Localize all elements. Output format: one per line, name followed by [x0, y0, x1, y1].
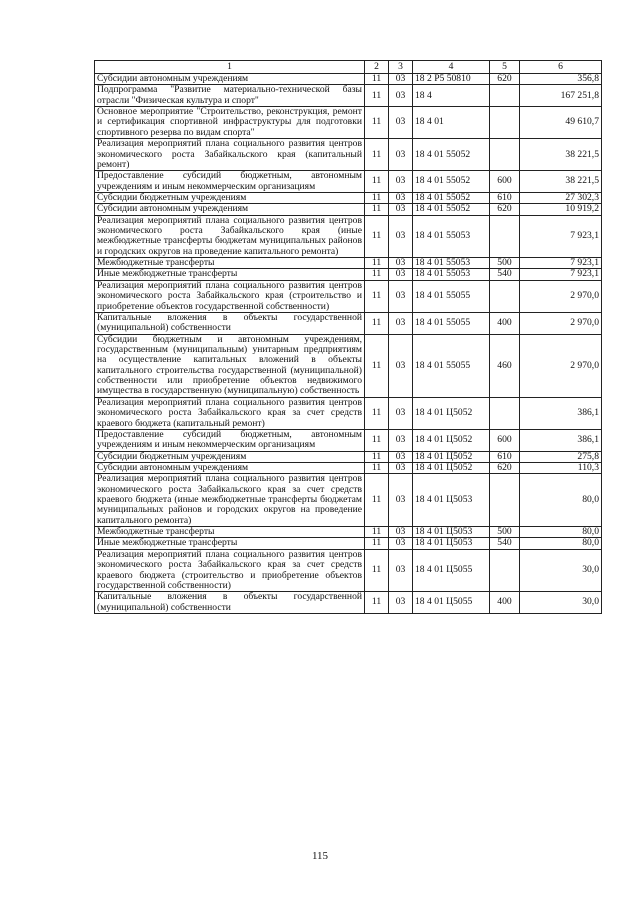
row-subsection-cell: 03 — [389, 549, 413, 591]
row-target-code-cell: 18 4 — [413, 85, 490, 107]
row-expense-type-cell — [490, 549, 520, 591]
table-row — [95, 334, 602, 397]
column-header-2: 2 — [365, 61, 389, 74]
row-section-cell: 11 — [365, 527, 389, 538]
row-target-code-cell: 18 4 01 55055 — [413, 280, 490, 312]
row-name-cell: Предоставление субсидий бюджетным, автономным учреждениям и иным некоммерческим организациям — [95, 429, 365, 451]
row-amount-cell: 38 221,5 — [520, 139, 602, 171]
row-section-cell: 11 — [365, 139, 389, 171]
row-section-cell: 11 — [365, 74, 389, 85]
row-section-cell: 11 — [365, 280, 389, 312]
row-section-cell: 11 — [365, 85, 389, 107]
table-row — [95, 429, 602, 451]
row-subsection-cell: 03 — [389, 107, 413, 139]
row-amount-cell: 2 970,0 — [520, 312, 602, 334]
row-amount-cell: 7 923,1 — [520, 258, 602, 269]
row-subsection-cell: 03 — [389, 258, 413, 269]
page-number: 115 — [311, 850, 329, 862]
row-expense-type-cell — [490, 107, 520, 139]
row-subsection-cell: 03 — [389, 334, 413, 397]
table-row — [95, 549, 602, 591]
row-section-cell: 11 — [365, 397, 389, 429]
row-target-code-cell: 18 4 01 55052 — [413, 204, 490, 215]
row-subsection-cell: 03 — [389, 269, 413, 280]
row-subsection-cell: 03 — [389, 538, 413, 549]
row-target-code-cell: 18 2 P5 50810 — [413, 74, 490, 85]
row-name-cell: Реализация мероприятий плана социального развития центров экономического роста Забайкальского края за счет средств краевого бюджета (иные межбюджетные трансферты бюджетам муниципальных районов и городских округов на проведение капитального ремонта) — [95, 474, 365, 527]
row-expense-type-cell: 620 — [490, 462, 520, 473]
row-expense-type-cell — [490, 139, 520, 171]
row-amount-cell: 30,0 — [520, 549, 602, 591]
row-amount-cell: 49 610,7 — [520, 107, 602, 139]
row-expense-type-cell: 610 — [490, 451, 520, 462]
row-target-code-cell: 18 4 01 Ц5053 — [413, 538, 490, 549]
row-subsection-cell: 03 — [389, 592, 413, 614]
table-row — [95, 280, 602, 312]
column-header-4: 4 — [413, 61, 490, 74]
row-expense-type-cell: 540 — [490, 538, 520, 549]
row-name-cell: Предоставление субсидий бюджетным, автономным учреждениям и иным некоммерческим организациям — [95, 171, 365, 193]
row-amount-cell: 27 302,3 — [520, 192, 602, 203]
row-expense-type-cell: 500 — [490, 527, 520, 538]
row-section-cell: 11 — [365, 204, 389, 215]
row-amount-cell: 7 923,1 — [520, 269, 602, 280]
row-amount-cell: 2 970,0 — [520, 334, 602, 397]
table-row — [95, 474, 602, 527]
row-target-code-cell: 18 4 01 55052 — [413, 139, 490, 171]
row-subsection-cell: 03 — [389, 462, 413, 473]
row-target-code-cell: 18 4 01 55055 — [413, 334, 490, 397]
row-section-cell: 11 — [365, 312, 389, 334]
row-name-cell: Реализация мероприятий плана социального развития центров экономического роста Забайкальского края (строительство и приобретение объектов государственной собственности) — [95, 280, 365, 312]
row-expense-type-cell — [490, 280, 520, 312]
row-section-cell: 11 — [365, 538, 389, 549]
table-row — [95, 74, 602, 85]
row-amount-cell: 386,1 — [520, 397, 602, 429]
row-section-cell: 11 — [365, 429, 389, 451]
table-row — [95, 527, 602, 538]
table-row — [95, 269, 602, 280]
row-target-code-cell: 18 4 01 Ц5052 — [413, 462, 490, 473]
row-section-cell: 11 — [365, 549, 389, 591]
row-name-cell: Субсидии бюджетным учреждениям — [95, 192, 365, 203]
row-amount-cell: 275,8 — [520, 451, 602, 462]
row-name-cell: Субсидии автономным учреждениям — [95, 74, 365, 85]
row-target-code-cell: 18 4 01 Ц5055 — [413, 592, 490, 614]
row-name-cell: Капитальные вложения в объекты государственной (муниципальной) собственности — [95, 592, 365, 614]
row-target-code-cell: 18 4 01 55055 — [413, 312, 490, 334]
row-name-cell: Реализация мероприятий плана социального развития центров экономического роста Забайкальского края (иные межбюджетные трансферты бюджетам муниципальных районов и городских округов на проведение капитального ремонта) — [95, 215, 365, 257]
row-section-cell: 11 — [365, 107, 389, 139]
column-header-1: 1 — [95, 61, 365, 74]
row-amount-cell: 80,0 — [520, 538, 602, 549]
row-subsection-cell: 03 — [389, 451, 413, 462]
row-target-code-cell: 18 4 01 55053 — [413, 215, 490, 257]
row-target-code-cell: 18 4 01 Ц5052 — [413, 429, 490, 451]
row-expense-type-cell: 600 — [490, 171, 520, 193]
row-subsection-cell: 03 — [389, 171, 413, 193]
budget-table — [94, 60, 602, 614]
table-row — [95, 204, 602, 215]
row-expense-type-cell: 400 — [490, 312, 520, 334]
row-target-code-cell: 18 4 01 Ц5055 — [413, 549, 490, 591]
row-name-cell: Иные межбюджетные трансферты — [95, 269, 365, 280]
table-row — [95, 451, 602, 462]
header-row — [95, 61, 602, 74]
row-subsection-cell: 03 — [389, 280, 413, 312]
table-row — [95, 538, 602, 549]
row-expense-type-cell: 540 — [490, 269, 520, 280]
row-subsection-cell: 03 — [389, 527, 413, 538]
row-subsection-cell: 03 — [389, 397, 413, 429]
row-expense-type-cell: 620 — [490, 74, 520, 85]
row-subsection-cell: 03 — [389, 85, 413, 107]
row-amount-cell: 167 251,8 — [520, 85, 602, 107]
row-name-cell: Межбюджетные трансферты — [95, 527, 365, 538]
row-subsection-cell: 03 — [389, 204, 413, 215]
row-name-cell: Субсидии автономным учреждениям — [95, 204, 365, 215]
row-target-code-cell: 18 4 01 55053 — [413, 258, 490, 269]
row-target-code-cell: 18 4 01 Ц5052 — [413, 397, 490, 429]
table-row — [95, 592, 602, 614]
row-name-cell: Основное мероприятие "Строительство, реконструкция, ремонт и сертификация спортивной инфраструктуры для подготовки спортивного резерва по видам спорта" — [95, 107, 365, 139]
row-expense-type-cell: 600 — [490, 429, 520, 451]
row-target-code-cell: 18 4 01 55052 — [413, 192, 490, 203]
row-expense-type-cell — [490, 397, 520, 429]
table-row — [95, 258, 602, 269]
table-row — [95, 462, 602, 473]
row-subsection-cell: 03 — [389, 74, 413, 85]
row-expense-type-cell: 460 — [490, 334, 520, 397]
row-name-cell: Реализация мероприятий плана социального развития центров экономического роста Забайкальского края (капитальный ремонт) — [95, 139, 365, 171]
row-amount-cell: 38 221,5 — [520, 171, 602, 193]
row-amount-cell: 30,0 — [520, 592, 602, 614]
row-subsection-cell: 03 — [389, 215, 413, 257]
table-row — [95, 397, 602, 429]
row-name-cell: Субсидии автономным учреждениям — [95, 462, 365, 473]
row-target-code-cell: 18 4 01 55052 — [413, 171, 490, 193]
row-amount-cell: 110,3 — [520, 462, 602, 473]
row-name-cell: Субсидии бюджетным и автономным учреждениям, государственным (муниципальным) унитарным предприятиям на осуществление капитальных вложений в объекты капитального строительства государственной (муниципальной) собственности или приобретение объектов недвижимого имущества в государственную (муниципальную) собственность — [95, 334, 365, 397]
row-expense-type-cell: 620 — [490, 204, 520, 215]
table-row — [95, 139, 602, 171]
row-target-code-cell: 18 4 01 Ц5053 — [413, 527, 490, 538]
row-section-cell: 11 — [365, 258, 389, 269]
table-row — [95, 85, 602, 107]
row-target-code-cell: 18 4 01 — [413, 107, 490, 139]
row-amount-cell: 2 970,0 — [520, 280, 602, 312]
row-name-cell: Иные межбюджетные трансферты — [95, 538, 365, 549]
row-name-cell: Реализация мероприятий плана социального развития центров экономического роста Забайкальского края за счет средств краевого бюджета (капитальный ремонт) — [95, 397, 365, 429]
table-row — [95, 312, 602, 334]
row-section-cell: 11 — [365, 451, 389, 462]
row-name-cell: Подпрограмма "Развитие материально-технической базы отрасли "Физическая культура и спорт" — [95, 85, 365, 107]
row-subsection-cell: 03 — [389, 429, 413, 451]
row-subsection-cell: 03 — [389, 192, 413, 203]
row-section-cell: 11 — [365, 462, 389, 473]
row-expense-type-cell: 500 — [490, 258, 520, 269]
row-name-cell: Межбюджетные трансферты — [95, 258, 365, 269]
table-row — [95, 171, 602, 193]
row-target-code-cell: 18 4 01 Ц5052 — [413, 451, 490, 462]
row-section-cell: 11 — [365, 592, 389, 614]
row-subsection-cell: 03 — [389, 474, 413, 527]
table-row — [95, 215, 602, 257]
row-expense-type-cell: 610 — [490, 192, 520, 203]
row-name-cell: Капитальные вложения в объекты государственной (муниципальной) собственности — [95, 312, 365, 334]
column-header-5: 5 — [490, 61, 520, 74]
row-name-cell: Реализация мероприятий плана социального развития центров экономического роста Забайкальского края за счет средств краевого бюджета (строительство и приобретение объектов государственной собственности) — [95, 549, 365, 591]
row-amount-cell: 7 923,1 — [520, 215, 602, 257]
row-section-cell: 11 — [365, 215, 389, 257]
row-subsection-cell: 03 — [389, 139, 413, 171]
column-header-3: 3 — [389, 61, 413, 74]
table-row — [95, 107, 602, 139]
table-row — [95, 192, 602, 203]
row-amount-cell: 386,1 — [520, 429, 602, 451]
row-section-cell: 11 — [365, 171, 389, 193]
row-section-cell: 11 — [365, 334, 389, 397]
row-amount-cell: 10 919,2 — [520, 204, 602, 215]
row-expense-type-cell — [490, 215, 520, 257]
table-body — [95, 61, 602, 614]
row-section-cell: 11 — [365, 192, 389, 203]
row-expense-type-cell — [490, 85, 520, 107]
row-amount-cell: 80,0 — [520, 474, 602, 527]
row-expense-type-cell: 400 — [490, 592, 520, 614]
row-section-cell: 11 — [365, 474, 389, 527]
column-header-6: 6 — [520, 61, 602, 74]
row-amount-cell: 80,0 — [520, 527, 602, 538]
row-target-code-cell: 18 4 01 55053 — [413, 269, 490, 280]
row-section-cell: 11 — [365, 269, 389, 280]
row-name-cell: Субсидии бюджетным учреждениям — [95, 451, 365, 462]
row-subsection-cell: 03 — [389, 312, 413, 334]
row-amount-cell: 356,8 — [520, 74, 602, 85]
row-expense-type-cell — [490, 474, 520, 527]
row-target-code-cell: 18 4 01 Ц5053 — [413, 474, 490, 527]
